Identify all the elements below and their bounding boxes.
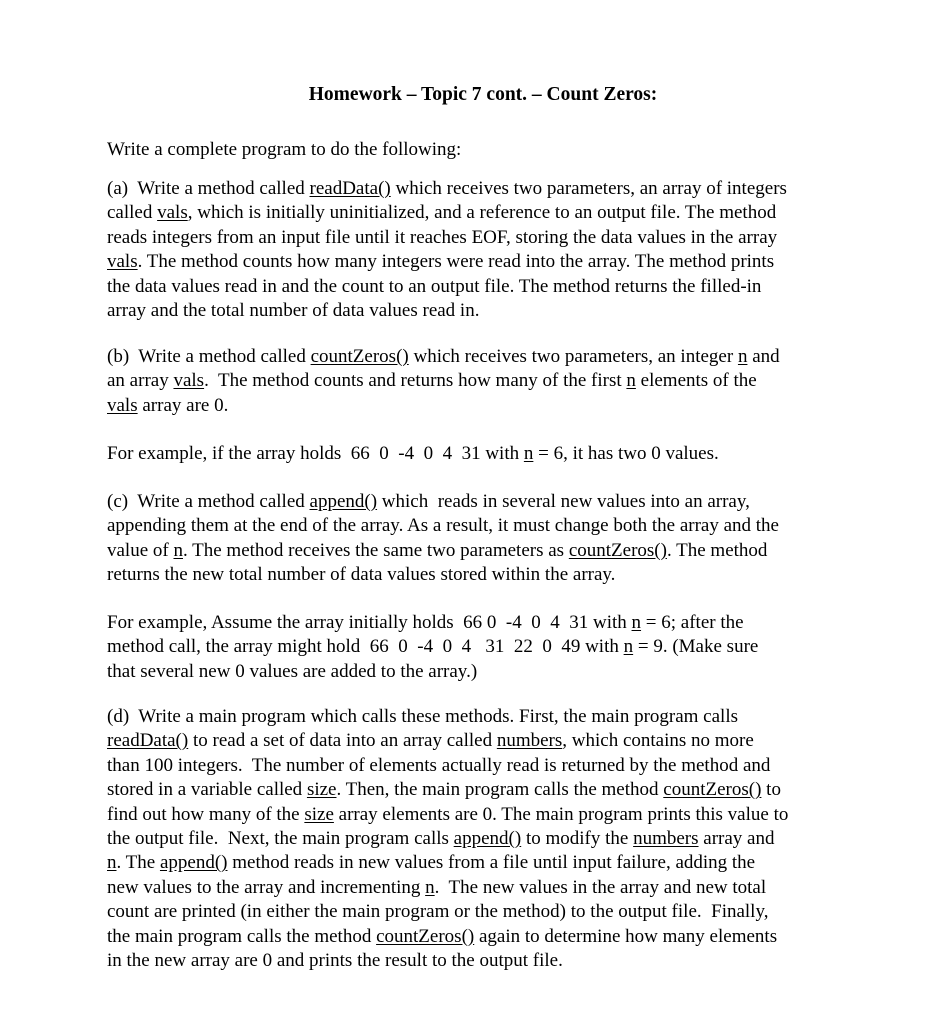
underlined-term: countZeros() <box>376 925 475 947</box>
example-c-paragraph <box>107 611 758 684</box>
underlined-term: n <box>737 346 748 367</box>
text-segment: count are printed (in either the main program or the method) to the output file. Finally, <box>107 901 769 923</box>
text-segment: the main program calls the method <box>107 925 377 947</box>
part-c-paragraph <box>107 490 779 588</box>
text-segment: . The <box>116 852 160 874</box>
underlined-term: n <box>631 612 642 633</box>
underlined-term: n <box>173 539 183 561</box>
text-segment: that several new 0 values are added to the array.) <box>107 660 478 682</box>
text-line <box>107 514 779 538</box>
text-line <box>107 299 787 323</box>
text-segment: . The method receives the same two parameters as <box>182 539 569 561</box>
text-line <box>107 660 758 684</box>
text-line <box>107 876 788 900</box>
text-segment: which receives two parameters, an array of integers <box>390 178 787 199</box>
text-line <box>107 754 788 778</box>
text-line <box>107 250 787 274</box>
text-line <box>107 563 779 587</box>
text-segment: returns the new total number of data values stored within the array. <box>107 564 616 586</box>
text-line <box>107 539 779 563</box>
underlined-term: append() <box>309 491 378 512</box>
underlined-term: countZeros() <box>663 779 762 801</box>
text-segment: reads integers from an input file until it reaches EOF, storing the data values in the array <box>107 226 778 248</box>
text-line <box>107 803 788 827</box>
text-segment: find out how many of the <box>107 803 305 825</box>
text-line <box>107 827 788 851</box>
text-segment: to <box>761 779 781 801</box>
text-segment: in the new array are 0 and prints the result to the output file. <box>107 950 563 972</box>
text-line <box>107 345 780 369</box>
text-segment: . Then, the main program calls the method <box>336 779 664 801</box>
text-segment: to modify the <box>521 828 634 850</box>
text-line <box>107 900 788 924</box>
text-line <box>107 729 788 753</box>
text-segment: called <box>107 202 158 224</box>
text-segment: = 9. (Make sure <box>633 636 759 658</box>
example-b-paragraph <box>107 442 719 466</box>
text-line <box>107 442 719 466</box>
text-line <box>107 778 788 802</box>
text-segment: For example, if the array holds 66 0 -4 0 4 31 with <box>107 443 524 464</box>
text-segment: (c) Write a method called <box>107 491 310 512</box>
text-segment: method call, the array might hold 66 0 -4 0 4 31 22 0 49 with <box>107 636 624 658</box>
underlined-term: n <box>626 370 636 392</box>
underlined-term: size <box>306 779 337 801</box>
underlined-term: n <box>425 876 435 898</box>
text-segment: , which is initially uninitialized, and a reference to an output file. The method <box>187 202 777 224</box>
underlined-term: countZeros() <box>568 539 667 561</box>
text-line <box>107 611 758 635</box>
text-segment: elements of the <box>635 370 757 392</box>
text-segment: the output file. Next, the main program calls <box>107 828 454 850</box>
underlined-term: readData() <box>107 730 189 752</box>
text-line <box>107 369 780 393</box>
underlined-term: vals <box>107 251 138 273</box>
underlined-term: n <box>523 443 534 464</box>
part-a-paragraph <box>107 177 787 323</box>
text-line <box>107 275 787 299</box>
text-line <box>107 490 779 514</box>
text-line <box>107 851 788 875</box>
text-segment: which reads in several new values into an array, <box>377 491 750 512</box>
text-segment: array elements are 0. The main program prints this value to <box>333 803 789 825</box>
text-line <box>107 138 461 162</box>
text-line <box>107 635 758 659</box>
text-segment: Write a complete program to do the following: <box>107 139 462 160</box>
text-segment: stored in a variable called <box>107 779 307 801</box>
text-segment: = 6; after the <box>641 612 744 633</box>
text-segment: . The method counts how many integers were read into the array. The method prints <box>137 251 775 273</box>
underlined-term: append() <box>453 828 522 850</box>
text-line <box>107 705 788 729</box>
text-segment: new values to the array and incrementing <box>107 876 426 898</box>
text-segment: For example, Assume the array initially holds 66 0 -4 0 4 31 with <box>107 612 632 633</box>
text-segment: . The method counts and returns how many of the first <box>204 370 627 392</box>
text-segment: to read a set of data into an array called <box>188 730 497 752</box>
text-line <box>107 394 780 418</box>
underlined-term: size <box>304 803 334 825</box>
text-line <box>107 949 788 973</box>
underlined-term: vals <box>173 370 205 392</box>
text-segment: than 100 integers. The number of elements actually read is returned by the method and <box>107 754 771 776</box>
underlined-term: numbers <box>496 730 563 752</box>
text-line <box>107 925 788 949</box>
text-segment: array are 0. <box>137 394 229 416</box>
text-segment: appending them at the end of the array. As a result, it must change both the array and the <box>107 515 779 537</box>
underlined-term: vals <box>157 202 188 224</box>
text-segment: value of <box>107 539 174 561</box>
text-segment: array and the total number of data values read in. <box>107 300 480 322</box>
text-line <box>107 177 787 201</box>
text-segment: (b) Write a method called <box>107 346 311 367</box>
underlined-term: n <box>623 636 634 658</box>
underlined-term: readData() <box>309 178 391 199</box>
text-segment: = 6, it has two 0 values. <box>533 443 719 464</box>
underlined-term: append() <box>159 852 228 874</box>
part-d-paragraph <box>107 705 788 973</box>
text-segment: again to determine how many elements <box>474 925 778 947</box>
part-b-paragraph <box>107 345 780 418</box>
text-segment: an array <box>107 370 174 392</box>
text-segment: method reads in new values from a file until input failure, adding the <box>227 852 756 874</box>
underlined-term: n <box>107 852 117 874</box>
text-segment: the data values read in and the count to an output file. The method returns the filled-in <box>107 275 762 297</box>
text-segment: array and <box>698 828 775 850</box>
text-segment: (a) Write a method called <box>107 178 310 199</box>
text-segment: and <box>747 346 780 367</box>
underlined-term: vals <box>107 394 138 416</box>
text-segment: (d) Write a main program which calls these methods. First, the main program calls <box>107 706 738 727</box>
text-segment: . The new values in the array and new total <box>434 876 767 898</box>
text-segment: , which contains no more <box>562 730 754 752</box>
text-line <box>107 226 787 250</box>
underlined-term: countZeros() <box>310 346 409 367</box>
intro-paragraph <box>107 138 461 162</box>
underlined-term: numbers <box>633 828 699 850</box>
text-segment: which receives two parameters, an integer <box>408 346 738 367</box>
text-segment: . The method <box>666 539 768 561</box>
text-line <box>107 201 787 225</box>
page-title: Homework – Topic 7 cont. – Count Zeros: <box>308 84 658 105</box>
